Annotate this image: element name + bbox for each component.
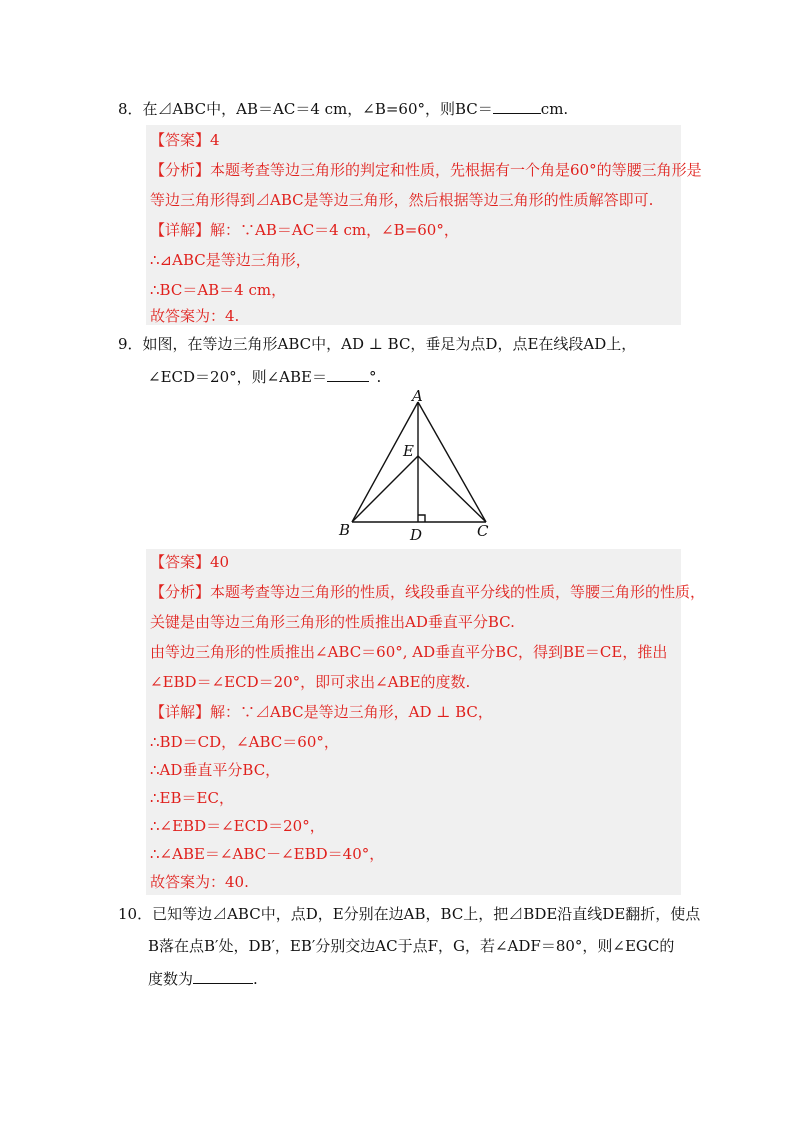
q9-detail-5: ∴∠EBD＝∠ECD＝20°， [150,817,325,835]
q9-stem-1: 9．如图，在等边三角形ABC中，AD ⊥ BC，垂足为点D，点E在线段AD上， [118,335,637,353]
label-a: A [412,388,423,405]
q10-stem-3-text: 度数为 [148,970,194,988]
q9-stem-2 [148,365,381,388]
q9-answer: 【答案】40 [150,553,230,571]
q9-answer-blank[interactable] [327,365,369,382]
q10-answer-blank[interactable] [193,967,253,984]
q9-detail-6: ∴∠ABE＝∠ABC－∠EBD＝40°， [150,845,385,863]
q8-detail-2: ∴⊿ABC是等边三角形， [150,251,311,269]
q9-conclusion: 故答案为：40. [150,873,249,891]
side-ac [418,402,486,522]
q9-analysis-3: 由等边三角形的性质推出∠ABC＝60°, AD垂直平分BC，得到BE＝CE，推出 [150,643,668,661]
q10-stem-3 [148,967,258,990]
q9-detail-3: ∴AD垂直平分BC， [150,761,281,779]
q10-stem-3-end: . [253,970,258,988]
label-c: C [477,522,489,540]
q9-answer-box [146,549,706,895]
side-ab [352,402,418,522]
q9-detail-1: 【详解】解：∵⊿ABC是等边三角形，AD ⊥ BC， [150,703,493,721]
label-d: D [410,526,423,544]
q8-stem [118,97,568,120]
q8-stem-text: 8．在⊿ABC中，AB＝AC＝4 cm，∠B=60°，则BC＝ [118,100,493,118]
q9-figure [330,388,500,548]
q9-stem-2-unit: °. [368,368,382,386]
q9-stem-2-text: ∠ECD＝20°，则∠ABE＝ [148,368,327,386]
q9-detail-2: ∴BD＝CD，∠ABC＝60°， [150,733,339,751]
q9-analysis-2: 关键是由等边三角形三角形的性质推出AD垂直平分BC. [150,613,515,631]
q8-detail-3: ∴BC＝AB＝4 cm， [150,281,287,299]
q8-answer-blank[interactable] [493,97,541,114]
right-angle-mark [418,515,425,522]
q8-stem-unit: cm. [540,100,569,118]
q9-detail-4: ∴EB＝EC， [150,789,234,807]
q10-stem-2: B落在点B′处，DB′，EB′分别交边AC于点F，G，若∠ADF＝80°，则∠EGC的 [148,937,675,955]
label-e: E [403,442,414,460]
q8-analysis-2: 等边三角形得到⊿ABC是等边三角形，然后根据等边三角形的性质解答即可. [150,191,654,209]
segment-be [352,456,418,522]
label-b: B [339,521,351,539]
q10-stem-1: 10．已知等边⊿ABC中，点D，E分别在边AB，BC上，把⊿BDE沿直线DE翻折，使点 [118,905,701,923]
q8-conclusion: 故答案为：4. [150,307,240,325]
q8-answer-box [146,125,702,325]
q8-analysis-1: 【分析】本题考查等边三角形的判定和性质，先根据有一个角是60°的等腰三角形是 [150,161,702,179]
q8-detail-1: 【详解】解：∵AB＝AC＝4 cm，∠B=60°， [150,221,459,239]
q8-answer: 【答案】4 [150,131,220,149]
q9-analysis-4: ∠EBD＝∠ECD＝20°，即可求出∠ABE的度数. [150,673,471,691]
q9-analysis-1: 【分析】本题考查等边三角形的性质，线段垂直平分线的性质，等腰三角形的性质， [150,583,706,601]
segment-ce [418,456,486,522]
